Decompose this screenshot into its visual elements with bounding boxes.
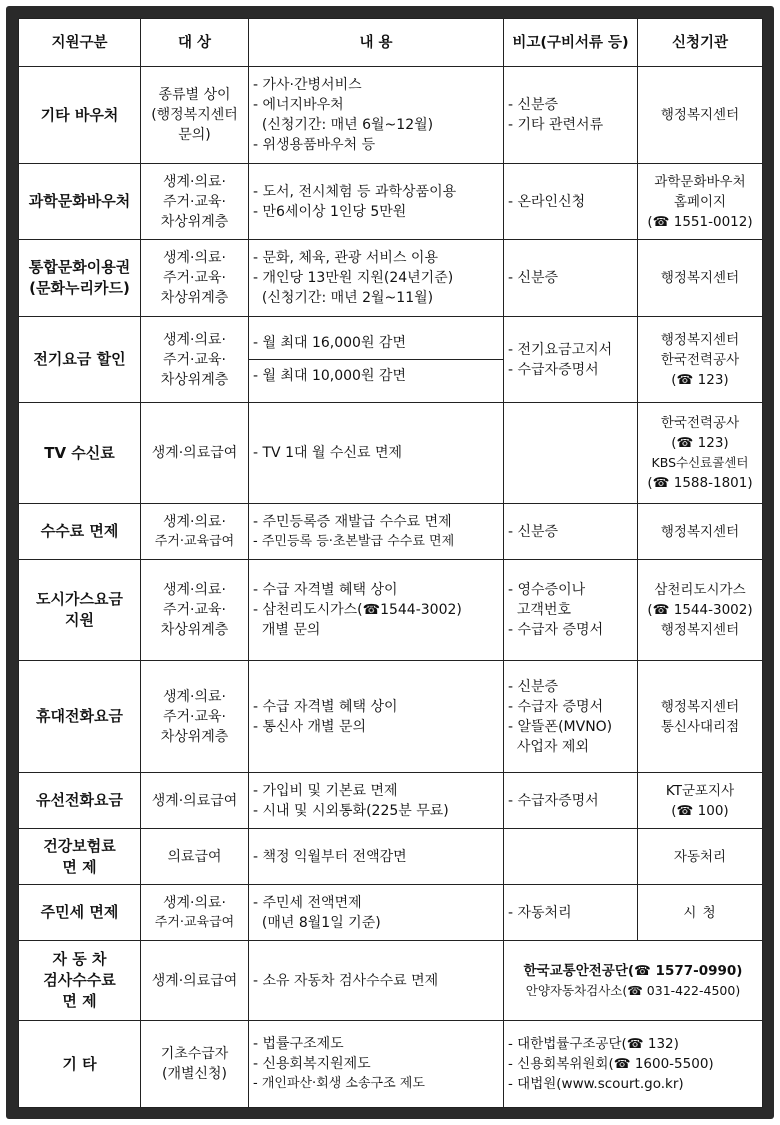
note-cell: - 신분증 - 기타 관련서류 <box>504 67 638 164</box>
header-institution: 신청기관 <box>638 19 763 67</box>
category-cell: 자 동 차 검사수수료 면 제 <box>19 941 141 1021</box>
target-cell: 생계·의료· 주거·교육급여 <box>141 504 249 560</box>
table-row <box>19 403 763 504</box>
content-cell: - 가사·간병서비스 - 에너지바우처 (신청기간: 매년 6월~12월) - 위생용품바우처 등 <box>249 67 504 164</box>
content-cell: - 문화, 체육, 관광 서비스 이용 - 개인당 13만원 지원(24년기준) (신청기간: 매년 2월~11월) <box>249 240 504 317</box>
target-cell: 생계·의료· 주거·교육· 차상위계층 <box>141 240 249 317</box>
table-row <box>19 67 763 164</box>
target-cell: 생계·의료급여 <box>141 941 249 1021</box>
category-cell: 휴대전화요금 <box>19 661 141 773</box>
category-cell: 유선전화요금 <box>19 773 141 829</box>
note-cell: - 전기요금고지서 - 수급자증명서 <box>504 317 638 403</box>
content-split-bottom: - 월 최대 10,000원 감면 <box>253 368 406 384</box>
category-cell: 과학문화바우처 <box>19 164 141 240</box>
institution-cell: 행정복지센터 한국전력공사 (☎ 123) <box>638 317 763 403</box>
note-cell: - 온라인신청 <box>504 164 638 240</box>
note-cell: - 자동처리 <box>504 885 638 941</box>
institution-cell: 자동처리 <box>638 829 763 885</box>
institution-cell: 시 청 <box>638 885 763 941</box>
table-row <box>19 317 763 403</box>
table-row <box>19 1021 763 1108</box>
content-cell: - 주민등록증 재발급 수수료 면제 - 주민등록 등·초본발급 수수료 면제 <box>249 504 504 560</box>
table-row <box>19 504 763 560</box>
category-cell: 건강보험료 면 제 <box>19 829 141 885</box>
header-content: 내 용 <box>249 19 504 67</box>
note-cell <box>504 403 638 504</box>
table-row <box>19 941 763 1021</box>
header-row <box>19 19 763 67</box>
institution-cell: 행정복지센터 <box>638 504 763 560</box>
content-cell: - 법률구조제도 - 신용회복지원제도 - 개인파산·회생 소송구조 제도 <box>249 1021 504 1108</box>
target-cell: 생계·의료급여 <box>141 773 249 829</box>
institution-cell: 행정복지센터 <box>638 67 763 164</box>
content-cell: - 주민세 전액면제 (매년 8월1일 기준) <box>249 885 504 941</box>
category-cell: 통합문화이용권 (문화누리카드) <box>19 240 141 317</box>
header-category: 지원구분 <box>19 19 141 67</box>
category-cell: TV 수신료 <box>19 403 141 504</box>
table-row <box>19 240 763 317</box>
content-cell <box>249 317 504 403</box>
note-cell: - 영수증이나 고객번호 - 수급자 증명서 <box>504 560 638 661</box>
content-cell: - 가입비 및 기본료 면제 - 시내 및 시외통화(225분 무료) <box>249 773 504 829</box>
note-institution-merged-cell: 한국교통안전공단(☎ 1577-0990) 안양자동차검사소(☎ 031-422-4500) <box>504 941 763 1021</box>
content-cell: - 책정 익월부터 전액감면 <box>249 829 504 885</box>
note-cell: - 신분증 <box>504 504 638 560</box>
content-cell: - 수급 자격별 혜택 상이 - 통신사 개별 문의 <box>249 661 504 773</box>
header-target: 대 상 <box>141 19 249 67</box>
target-cell: 의료급여 <box>141 829 249 885</box>
table-row <box>19 773 763 829</box>
content-split-top: - 월 최대 16,000원 감면 <box>249 333 503 360</box>
category-cell: 수수료 면제 <box>19 504 141 560</box>
institution-cell: 한국전력공사 (☎ 123) KBS수신료콜센터 (☎ 1588-1801) <box>638 403 763 504</box>
header-note: 비고(구비서류 등) <box>504 19 638 67</box>
target-cell: 생계·의료급여 <box>141 403 249 504</box>
category-cell: 전기요금 할인 <box>19 317 141 403</box>
target-cell: 생계·의료· 주거·교육급여 <box>141 885 249 941</box>
target-cell: 종류별 상이 (행정복지센터 문의) <box>141 67 249 164</box>
table-row <box>19 164 763 240</box>
target-cell: 기초수급자 (개별신청) <box>141 1021 249 1108</box>
target-cell: 생계·의료· 주거·교육· 차상위계층 <box>141 661 249 773</box>
document-sheet <box>18 18 762 1107</box>
category-cell: 기 타 <box>19 1021 141 1108</box>
institution-cell: 과학문화바우처 홈페이지 (☎ 1551-0012) <box>638 164 763 240</box>
category-cell: 도시가스요금 지원 <box>19 560 141 661</box>
institution-cell: 행정복지센터 통신사대리점 <box>638 661 763 773</box>
table-row <box>19 829 763 885</box>
content-cell: - 수급 자격별 혜택 상이 - 삼천리도시가스(☎1544-3002) 개별 문의 <box>249 560 504 661</box>
target-cell: 생계·의료· 주거·교육· 차상위계층 <box>141 164 249 240</box>
content-cell: - 소유 자동차 검사수수료 면제 <box>249 941 504 1021</box>
category-cell: 주민세 면제 <box>19 885 141 941</box>
target-cell: 생계·의료· 주거·교육· 차상위계층 <box>141 560 249 661</box>
note-institution-merged-cell: - 대한법률구조공단(☎ 132) - 신용회복위원회(☎ 1600-5500) - 대법원(www.scourt.go.kr) <box>504 1021 763 1108</box>
institution-cell: KT군포지사 (☎ 100) <box>638 773 763 829</box>
category-cell: 기타 바우처 <box>19 67 141 164</box>
note-cell: - 수급자증명서 <box>504 773 638 829</box>
table-row <box>19 560 763 661</box>
note-cell <box>504 829 638 885</box>
institution-cell: 행정복지센터 <box>638 240 763 317</box>
welfare-support-table <box>18 18 763 1108</box>
content-cell: - TV 1대 월 수신료 면제 <box>249 403 504 504</box>
note-cell: - 신분증 <box>504 240 638 317</box>
table-row <box>19 661 763 773</box>
table-row <box>19 885 763 941</box>
content-cell: - 도서, 전시체험 등 과학상품이용 - 만6세이상 1인당 5만원 <box>249 164 504 240</box>
institution-cell: 삼천리도시가스 (☎ 1544-3002) 행정복지센터 <box>638 560 763 661</box>
note-cell: - 신분증 - 수급자 증명서 - 알뜰폰(MVNO) 사업자 제외 <box>504 661 638 773</box>
target-cell: 생계·의료· 주거·교육· 차상위계층 <box>141 317 249 403</box>
